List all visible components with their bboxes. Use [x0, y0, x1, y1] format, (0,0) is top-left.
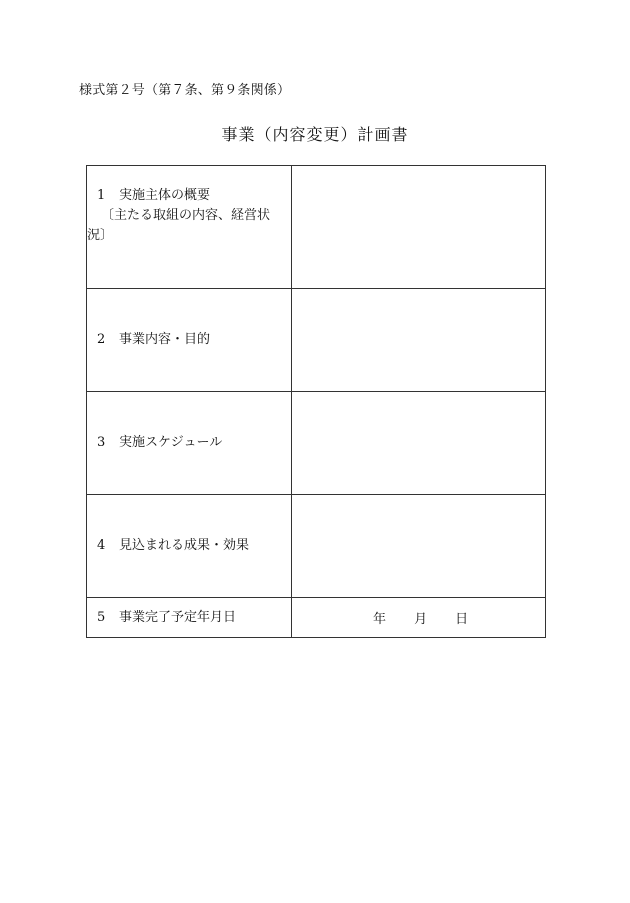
table-row [87, 392, 546, 495]
completion-date-cell[interactable] [292, 598, 546, 638]
table-row [87, 166, 546, 289]
row-label-cell [87, 598, 292, 638]
row-value-cell[interactable] [292, 392, 546, 495]
row-number: 4 [97, 538, 106, 553]
date-day-label: 日 [455, 612, 469, 627]
row-label: 実施主体の概要 [119, 188, 211, 203]
table-row [87, 495, 546, 598]
row-heading [95, 186, 285, 206]
row-note: 〔主たる取組の内容、経営状況〕 [87, 208, 271, 243]
date-year-label: 年 [373, 612, 387, 627]
row-number: 5 [97, 609, 106, 625]
row-heading [95, 330, 285, 350]
row-value-cell[interactable] [292, 495, 546, 598]
row-label: 事業内容・目的 [119, 332, 211, 347]
plan-table [86, 165, 546, 638]
page-title: 事業（内容変更）計画書 [221, 125, 409, 144]
row-label-cell [87, 289, 292, 392]
row-label: 見込まれる成果・効果 [119, 538, 250, 553]
row-label: 事業完了予定年月日 [119, 609, 237, 625]
row-heading [95, 433, 285, 453]
row-label-cell [87, 166, 292, 289]
row-number: 3 [97, 435, 106, 450]
table-row [87, 598, 546, 638]
row-label-cell [87, 392, 292, 495]
row-value-cell[interactable] [292, 289, 546, 392]
row-heading [95, 608, 285, 628]
table-row [87, 289, 546, 392]
row-value-cell[interactable] [292, 166, 546, 289]
row-label: 実施スケジュール [119, 435, 223, 450]
row-heading [95, 536, 285, 556]
row-number: 2 [97, 332, 106, 347]
form-number: 様式第２号（第７条、第９条関係） [79, 83, 291, 98]
date-month-label: 月 [414, 612, 428, 627]
row-number: 1 [97, 188, 106, 203]
row-label-cell [87, 495, 292, 598]
